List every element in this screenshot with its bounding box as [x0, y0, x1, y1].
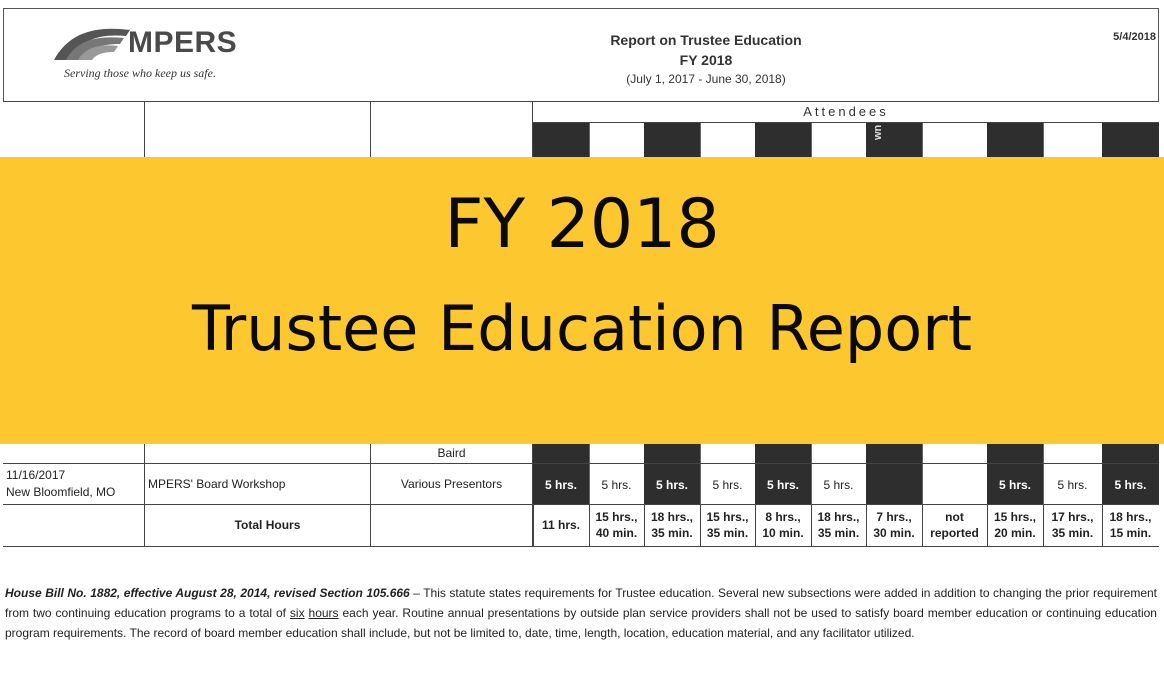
- attendee-column: [866, 444, 922, 505]
- row-date: 11/16/2017: [6, 468, 66, 482]
- table-bottom-rule: [3, 546, 1159, 547]
- attendee-hours-cell: 5 hrs.: [823, 478, 854, 492]
- attendee-total-cell: [700, 509, 755, 541]
- attendee-column: [1043, 444, 1102, 505]
- report-period: (July 1, 2017 - June 30, 2018): [626, 72, 786, 86]
- attendee-column: [755, 123, 811, 157]
- attendee-total-cell: [1102, 509, 1159, 541]
- attendee-total-cell: [987, 509, 1043, 541]
- row-location: New Bloomfield, MO: [6, 485, 116, 499]
- total-text-line: 35 min.: [706, 526, 749, 540]
- mpers-logo: [52, 22, 272, 86]
- attendee-column: [922, 444, 987, 505]
- row-event: MPERS' Board Workshop: [148, 477, 286, 491]
- attendee-hours-cell: 5 hrs.: [1114, 478, 1147, 492]
- attendee-hours-cell: 5 hrs.: [766, 478, 799, 492]
- table-top-rule: [3, 101, 1159, 102]
- attendee-total-cell: [589, 509, 644, 541]
- attendee-name-fragment: wn: [872, 124, 884, 140]
- total-text-line: 18 hrs.,: [650, 510, 694, 524]
- attendee-column: [644, 123, 700, 157]
- attendee-hours-cell: 5 hrs.: [1057, 478, 1088, 492]
- attendees-heading: Attendees: [803, 104, 889, 119]
- attendee-column: [1102, 444, 1159, 505]
- attendee-column: [589, 444, 644, 505]
- attendee-total-cell: [755, 509, 811, 541]
- title-banner: [0, 157, 1164, 444]
- row-presenter: Various Presentors: [400, 477, 503, 491]
- attendee-hours-cell: 5 hrs.: [998, 478, 1031, 492]
- statute-hours: hours: [308, 606, 339, 620]
- total-text-line: 15 min.: [1109, 526, 1152, 540]
- total-text-line: 15 hrs.,: [706, 510, 749, 524]
- total-text-line: 15 hrs.,: [993, 510, 1037, 524]
- total-hours-label: Total Hours: [234, 518, 301, 532]
- total-text-line: 10 min.: [762, 526, 804, 540]
- partial-row-presenter: Baird: [437, 446, 466, 460]
- report-fiscal-year: FY 2018: [679, 52, 733, 68]
- attendee-column: [1102, 123, 1159, 157]
- total-text-line: not: [945, 510, 964, 524]
- attendee-column: [987, 123, 1043, 157]
- attendee-total-cell: [866, 509, 922, 541]
- total-text-line: 17 hrs.,: [1051, 510, 1094, 524]
- attendee-total-cell: [922, 509, 987, 541]
- attendee-column: [811, 444, 866, 505]
- total-text-line: 7 hrs.,: [876, 510, 912, 524]
- attendee-hours-cell: 5 hrs.: [544, 478, 577, 492]
- total-text-line: 18 hrs.,: [1109, 510, 1152, 524]
- attendee-column: [922, 123, 987, 157]
- attendee-column: [700, 444, 755, 505]
- logo-tagline: Serving those who keep us safe.: [64, 66, 216, 80]
- attendee-hours-cell: 5 hrs.: [655, 478, 688, 492]
- report-title-block: [556, 30, 856, 88]
- logo-wordmark: MPERS: [128, 26, 238, 59]
- attendee-column: [811, 123, 866, 157]
- attendee-hours-cell: 5 hrs.: [601, 478, 632, 492]
- report-date: 5/4/2018: [1113, 31, 1156, 43]
- report-title: Report on Trustee Education: [610, 32, 802, 48]
- banner-fiscal-year: FY 2018: [444, 185, 720, 264]
- banner-title: Trustee Education Report: [191, 292, 973, 365]
- statute-reference: House Bill No. 1882, effective August 28, 2014, revised Section 105.666: [5, 586, 410, 600]
- total-text-line: 15 hrs.,: [595, 510, 638, 524]
- total-text-line: 35 min.: [651, 526, 693, 540]
- attendee-column: [987, 444, 1043, 505]
- total-text-line: 35 min.: [1051, 526, 1094, 540]
- total-text-line: reported: [930, 526, 979, 540]
- road-swoosh-icon: [52, 24, 132, 64]
- attendee-hours-cell: 5 hrs.: [712, 478, 743, 492]
- statute-text-b: each year. Routine annual presentations by outside plan service providers shall not be used to satisfy board member education or continuing education program requirements. The record of board member education shall include, but not be limited to, date, time, length, location, education material, and any facilitator utilized.: [5, 606, 1157, 640]
- attendee-total-cell: [533, 517, 589, 533]
- total-text-line: 11 hrs.: [541, 518, 581, 532]
- attendee-total-cell: [644, 509, 700, 541]
- total-text-line: 20 min.: [994, 526, 1036, 540]
- statute-six: six: [289, 606, 305, 620]
- attendee-column: [1043, 123, 1102, 157]
- attendee-column: [700, 123, 755, 157]
- attendee-column: [533, 444, 589, 505]
- attendee-column: [589, 123, 644, 157]
- attendee-column: [533, 123, 589, 157]
- total-text-line: 35 min.: [817, 526, 860, 540]
- statute-note: [5, 583, 1157, 643]
- attendee-column: [755, 444, 811, 505]
- attendee-total-cell: [1043, 509, 1102, 541]
- total-text-line: 30 min.: [873, 526, 915, 540]
- total-text-line: 18 hrs.,: [817, 510, 860, 524]
- total-text-line: 8 hrs.,: [765, 510, 801, 524]
- total-text-line: 40 min.: [595, 526, 638, 540]
- row-rule: [3, 504, 1159, 505]
- attendee-column: [644, 444, 700, 505]
- attendee-total-cell: [811, 509, 866, 541]
- row-rule: [3, 463, 1159, 464]
- statute-text-a: – This statute states requirements for Trustee education. Several new subsections were added in addition to changing the prior requirement from two continuing education programs to a total of: [5, 586, 1158, 620]
